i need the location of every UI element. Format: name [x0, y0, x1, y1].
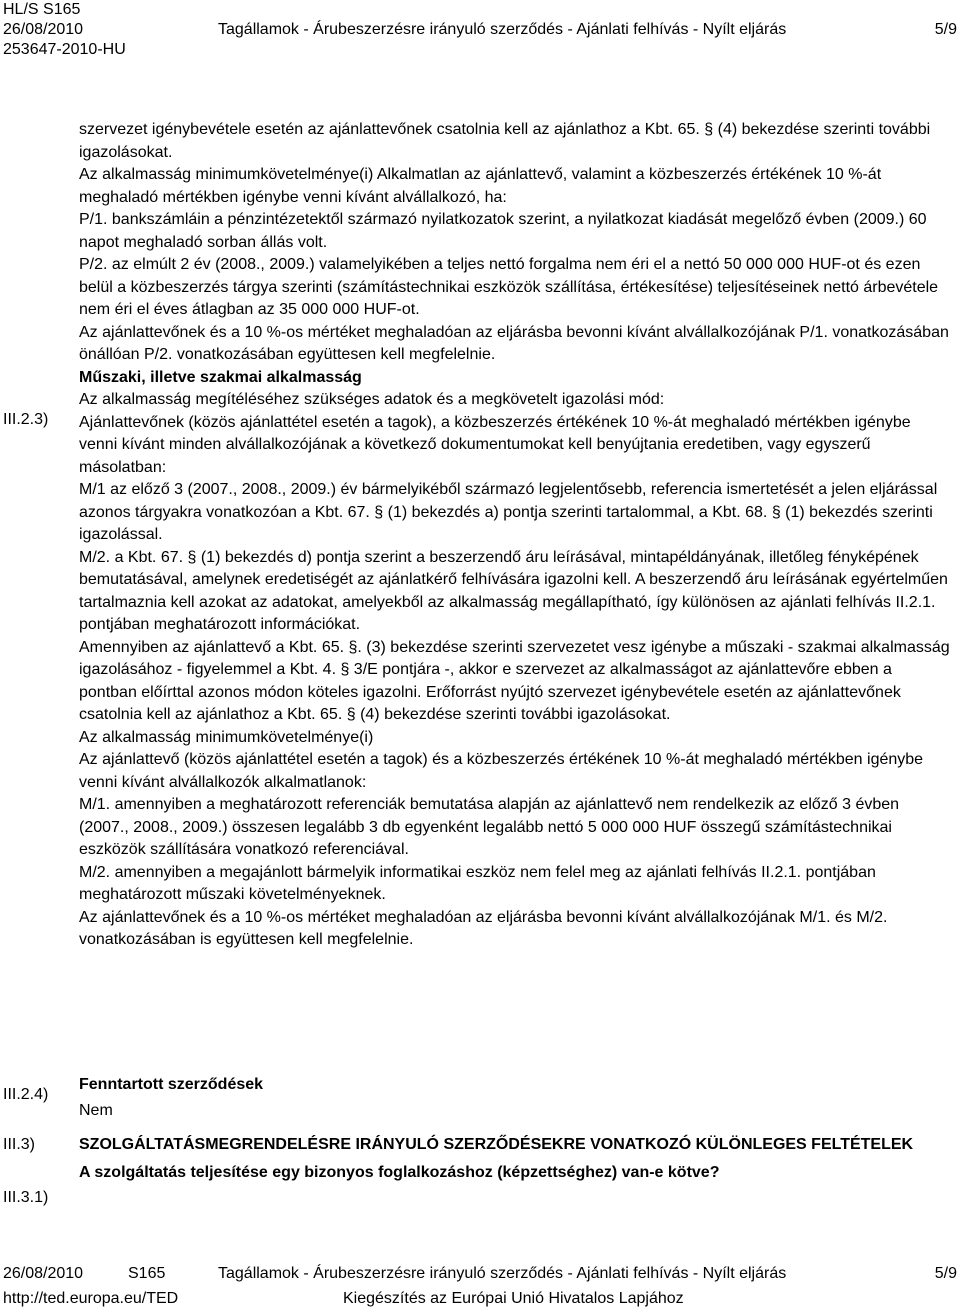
footer-page-number: 5/9	[934, 1265, 957, 1282]
paragraph: M/2. a Kbt. 67. § (1) bekezdés d) pontja szerint a beszerzendő áru leírásával, mintapéldányának, illetőleg fényképének bemutatásával, amelynek eredetiségét az ajánlatkérő felhívására igazolni kell. A beszerzendő áru leírásának egyértelműen tartalmaznia kell azokat az adatokat, amelyekből az alkalmasság megállapítható, így különösen az ajánlati felhívás II.2.1. pontjában meghatározott információkat.	[79, 548, 948, 633]
footer-date: 26/08/2010	[3, 1265, 84, 1282]
section-number-iii-3-1: III.3.1)	[3, 1189, 49, 1206]
paragraph: P/2. az elmúlt 2 év (2008., 2009.) valamelyikében a teljes nettó forgalma nem éri el a nettó 50 000 000 HUF-ot és ezen belül a közbeszerzés tárgya szerinti (számítástechnikai eszközök szállítása, értékesítése) teljesítéseinek nettó árbevétele nem éri el éves átlagban az 35 000 000 HUF-ot.	[79, 256, 939, 318]
paragraph: Amennyiben az ajánlattevő a Kbt. 65. §. (3) bekezdése szerinti szervezetet vesz igénybe a műszaki - szakmai alkalmasság igazolásához - figyelemmel a Kbt. 4. § 3/E pontjára -, akkor e szervezet az alkalmasságot az ajánlattevőre ebben a pontban előírttal azonos módon köteles igazolni. Erőforrást nyújtó szervezet igénybevétele esetén az ajánlattevőnek csatolnia kell az ajánlathoz a Kbt. 65. § (4) bekezdése szerinti további igazolásokat.	[79, 638, 950, 723]
footer-journal-name: Kiegészítés az Európai Unió Hivatalos Lapjához	[343, 1290, 684, 1307]
paragraph: Az alkalmasság megítéléséhez szükséges adatok és a megkövetelt igazolási mód:	[79, 391, 665, 408]
footer-title: Tagállamok - Árubeszerzésre irányuló szerződés - Ajánlati felhívás - Nyílt eljárás	[218, 1265, 787, 1282]
paragraph: Az alkalmasság minimumkövetelménye(i) Alkalmatlan az ajánlattevő, valamint a közbeszerzés értékének 10 %-át meghaladó mértékben igénybe venni kívánt alvállalkozó, ha:	[79, 166, 882, 206]
paragraph: P/1. bankszámláin a pénzintézetektől származó nyilatkozatok szerint, a nyilatkozat kiadását megelőző évben (2009.) 60 napot meghaladó sorban állás volt.	[79, 211, 927, 251]
page-header	[0, 0, 960, 72]
paragraph: M/1. amennyiben a meghatározott referenciák bemutatása alapján az ajánlattevő nem rendelkezik az előző 3 évben (2007., 2008., 2009.) összesen legalább 3 db egyenként legalább nettó 5 000 000 HUF összegű számítástechnikai eszközök szállítására vonatkozó referenciával.	[79, 796, 900, 858]
header-date: 26/08/2010	[3, 21, 84, 38]
paragraph: Az ajánlattevőnek és a 10 %-os mértéket meghaladóan az eljárásba bevonni kívánt alvállalkozójának M/1. és M/2. vonatkozásában is együttesen kell megfelelnie.	[79, 908, 888, 948]
reserved-contracts-block	[79, 1072, 953, 1188]
header-reference: 253647-2010-HU	[3, 41, 126, 58]
section-heading-profession-question: A szolgáltatás teljesítése egy bizonyos foglalkozáshoz (képzettséghez) van-e kötve?	[79, 1164, 720, 1181]
paragraph: M/1 az előző 3 (2007., 2008., 2009.) év bármelyikéből származó legjelentősebb, referencia ismertetését a jelen eljárással azonos tárgyakra vonatkozóan a Kbt. 67. § (1) bekezdés a) pontja szerinti tartalommal, a Kbt. 68. § (1) bekezdés szerinti igazolással.	[79, 481, 938, 543]
section-heading-reserved: Fenntartott szerződések	[79, 1076, 264, 1093]
header-doc-code: HL/S S165	[3, 1, 81, 18]
section-heading-service-conditions: SZOLGÁLTATÁSMEGRENDELÉSRE IRÁNYULÓ SZERZŐDÉSEKRE VONATKOZÓ KÜLÖNLEGES FELTÉTELEK	[79, 1136, 914, 1153]
footer-url-link[interactable]: http://ted.europa.eu/TED	[3, 1290, 179, 1307]
paragraph: Az ajánlattevőnek és a 10 %-os mértéket meghaladóan az eljárásba bevonni kívánt alvállalkozójának P/1. vonatkozásában önállóan P/2. vonatkozásában együttesen kell megfelelnie.	[79, 323, 949, 363]
header-page-number: 5/9	[934, 21, 957, 38]
paragraph: Ajánlattevőnek (közös ajánlattétel esetén a tagok), a közbeszerzés értékének 10 %-át meghaladó mértékben igénybe venni kívánt minden alvállalkozójának a következő dokumentumokat kell benyújtania eredetiben, vagy egyszerű másolatban:	[79, 413, 911, 476]
paragraph: szervezet igénybevétele esetén az ajánlattevőnek csatolnia kell az ajánlathoz a Kbt. 65. § (4) bekezdése szerinti további igazolásokat.	[79, 121, 931, 161]
section-text	[79, 119, 953, 952]
section-number-iii-2-4: III.2.4)	[3, 1086, 49, 1103]
section-heading-technical: Műszaki, illetve szakmai alkalmasság	[79, 368, 362, 386]
section-number-iii-2-3: III.2.3)	[3, 411, 49, 428]
reserved-value: Nem	[79, 1102, 113, 1119]
paragraph: Az alkalmasság minimumkövetelménye(i)	[79, 728, 374, 746]
paragraph: Az ajánlattevő (közös ajánlattétel esetén a tagok) és a közbeszerzés értékének 10 %-át meghaladó mértékben igénybe venni kívánt alvállalkozók alkalmatlanok:	[79, 751, 924, 791]
page-footer	[0, 1262, 960, 1311]
header-title: Tagállamok - Árubeszerzésre irányuló szerződés - Ajánlati felhívás - Nyílt eljárás	[218, 21, 787, 38]
paragraph: M/2. amennyiben a megajánlott bármelyik informatikai eszköz nem felel meg az ajánlati felhívás II.2.1. pontjában meghatározott műszaki követelményeknek.	[79, 863, 876, 903]
footer-issue: S165	[128, 1265, 166, 1282]
section-number-iii-3: III.3)	[3, 1136, 36, 1153]
